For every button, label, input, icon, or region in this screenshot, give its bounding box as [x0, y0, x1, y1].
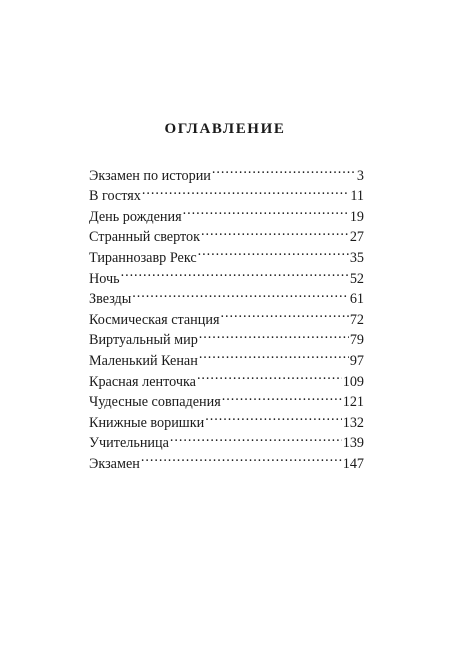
- toc-entry-page: 147: [342, 455, 364, 472]
- dot-leader: [142, 180, 349, 201]
- dot-leader: [199, 344, 349, 365]
- toc-entry-page: 139: [342, 435, 364, 452]
- toc-entry-page: 27: [349, 229, 364, 246]
- toc-entry-page: 79: [349, 332, 364, 349]
- toc-entry: [89, 262, 364, 287]
- toc-entry-page: 19: [349, 208, 364, 225]
- toc-entry-title: Красная ленточка: [89, 373, 196, 390]
- toc-entry-page: 11: [350, 188, 364, 205]
- toc-list: [89, 159, 364, 472]
- dot-leader: [183, 200, 349, 221]
- toc-heading: ОГЛАВЛЕНИЕ: [164, 121, 286, 137]
- toc-entry-page: 35: [349, 249, 364, 266]
- toc-entry-page: 132: [342, 414, 364, 431]
- toc-entry-title: Экзамен по истории: [89, 167, 211, 184]
- toc-entry: [89, 283, 364, 308]
- toc-entry-page: 97: [349, 352, 364, 369]
- toc-entry-title: Маленький Кенан: [89, 352, 198, 369]
- toc-entry-page: 72: [349, 311, 364, 328]
- toc-entry-title: Учительница: [89, 435, 169, 452]
- toc-entry-title: Книжные воришки: [89, 414, 205, 431]
- toc-entry-title: Странный сверток: [89, 229, 201, 246]
- toc-entry-page: 61: [349, 291, 364, 308]
- dot-leader: [199, 324, 349, 345]
- toc-entry-title: Ночь: [89, 270, 120, 287]
- toc-entry-page: 121: [342, 394, 364, 411]
- toc-entry-page: 109: [342, 373, 364, 390]
- dot-leader: [220, 303, 348, 324]
- dot-leader: [141, 447, 342, 468]
- dot-leader: [132, 283, 349, 304]
- dot-leader: [121, 262, 349, 283]
- dot-leader: [170, 427, 342, 448]
- dot-leader: [197, 365, 342, 386]
- toc-entry: [89, 159, 364, 184]
- dot-leader: [201, 221, 349, 242]
- toc-entry-title: Виртуальный мир: [89, 332, 198, 349]
- toc-entry-title: Звезды: [89, 291, 132, 308]
- dot-leader: [205, 406, 342, 427]
- toc-entry-page: 52: [349, 270, 364, 287]
- toc-entry-title: Тираннозавр Рекс: [89, 249, 197, 266]
- toc-entry-page: 3: [356, 167, 364, 184]
- toc-entry-title: Экзамен: [89, 455, 140, 472]
- toc-entry-title: День рождения: [89, 208, 182, 225]
- toc-entry-title: Чудесные совпадения: [89, 394, 221, 411]
- toc-entry-title: Космическая станция: [89, 311, 220, 328]
- toc-entry-title: В гостях: [89, 188, 141, 205]
- dot-leader: [212, 159, 356, 180]
- dot-leader: [222, 386, 342, 407]
- dot-leader: [198, 241, 349, 262]
